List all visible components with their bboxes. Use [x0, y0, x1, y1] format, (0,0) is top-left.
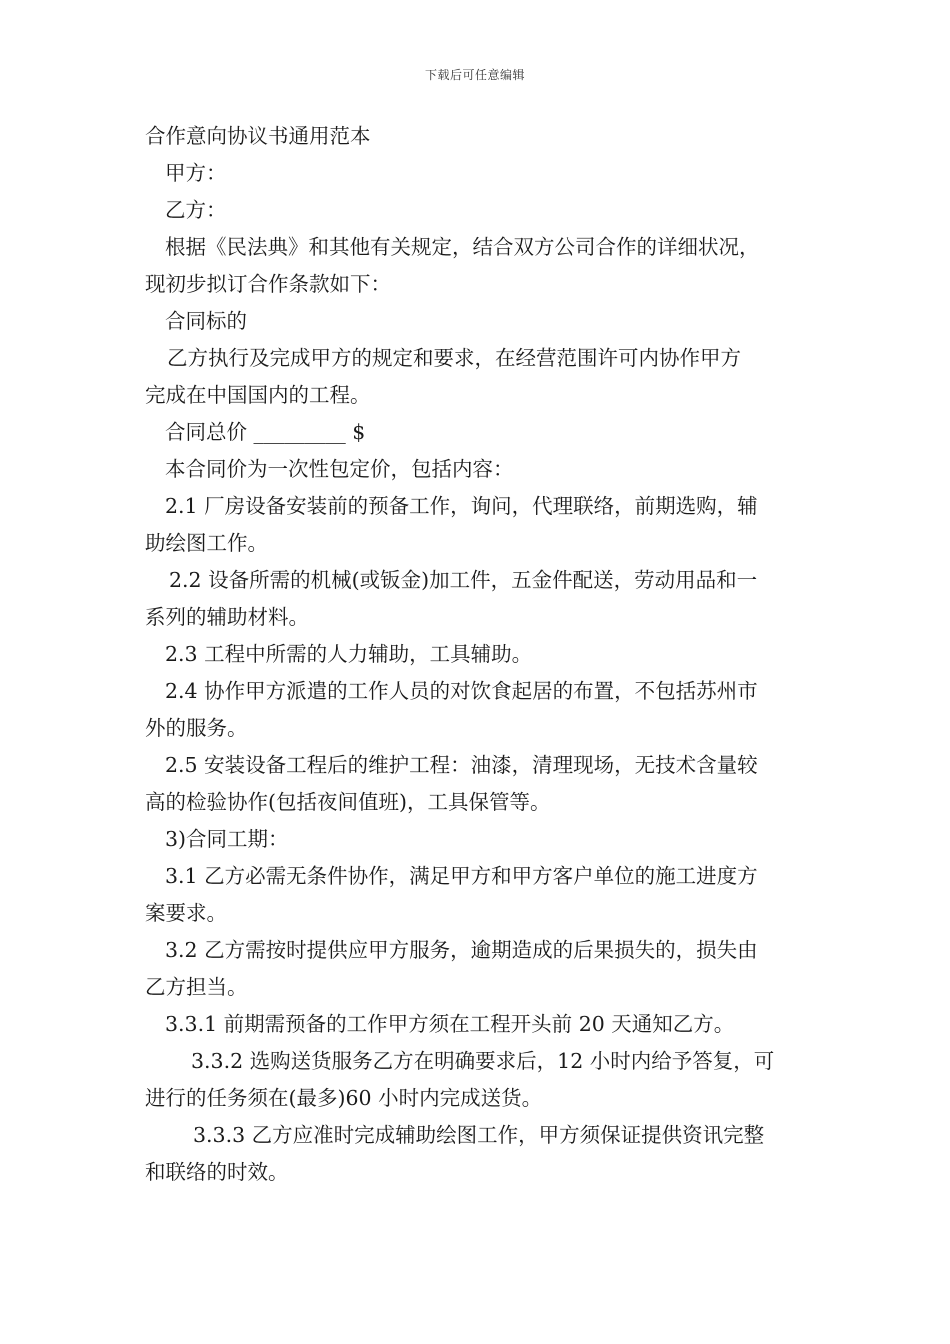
- document-body: [145, 118, 810, 1191]
- clause-line: 2.5 安装设备工程后的维护工程：油漆，清理现场，无技术含量较: [165, 753, 758, 777]
- paragraph-line: 根据《民法典》和其他有关规定，结合双方公司合作的详细状况，: [165, 235, 760, 259]
- clause-line: 2.1 厂房设备安装前的预备工作，询问，代理联络，前期选购，辅: [165, 494, 758, 518]
- section-heading: 3)合同工期：: [165, 827, 289, 851]
- paragraph-line: 本合同价为一次性包定价，包括内容：: [165, 457, 514, 481]
- clause-line: 2.2 设备所需的机械(或钣金)加工件，五金件配送，劳动用品和一: [169, 568, 758, 592]
- section-heading: 合同总价 _________ $: [165, 420, 366, 444]
- clause-line: 高的检验协作(包括夜间值班)，工具保管等。: [145, 790, 551, 814]
- section-heading: 合同标的: [165, 309, 247, 333]
- clause-line: 助绘图工作。: [145, 531, 268, 555]
- party-b-line: 乙方：: [165, 198, 227, 222]
- clause-line: 3.3.3 乙方应准时完成辅助绘图工作，甲方须保证提供资讯完整: [193, 1123, 765, 1147]
- clause-line: 系列的辅助材料。: [145, 605, 309, 629]
- clause-line: 3.2 乙方需按时提供应甲方服务，逾期造成的后果损失的，损失由: [165, 938, 758, 962]
- paragraph-line: 乙方执行及完成甲方的规定和要求，在经营范围许可内协作甲方: [167, 346, 741, 370]
- clause-line: 2.4 协作甲方派遣的工作人员的对饮食起居的布置，不包括苏州市: [165, 679, 758, 703]
- clause-line: 2.3 工程中所需的人力辅助，工具辅助。: [165, 642, 533, 666]
- paragraph-line: 现初步拟订合作条款如下：: [145, 272, 391, 296]
- clause-line: 3.3.1 前期需预备的工作甲方须在工程开头前 20 天通知乙方。: [165, 1012, 735, 1036]
- clause-line: 进行的任务须在(最多)60 小时内完成送货。: [145, 1086, 543, 1110]
- party-a-line: 甲方：: [165, 161, 227, 185]
- paragraph-line: 完成在中国国内的工程。: [145, 383, 371, 407]
- clause-line: 外的服务。: [145, 716, 248, 740]
- document-title: 合作意向协议书通用范本: [145, 124, 371, 148]
- page-header-caption: 下载后可任意编辑: [424, 68, 525, 82]
- clause-line: 3.3.2 选购送货服务乙方在明确要求后，12 小时内给予答复，可: [191, 1049, 775, 1073]
- clause-line: 和联络的时效。: [145, 1160, 289, 1184]
- clause-line: 3.1 乙方必需无条件协作，满足甲方和甲方客户单位的施工进度方: [165, 864, 758, 888]
- clause-line: 案要求。: [145, 901, 227, 925]
- clause-line: 乙方担当。: [145, 975, 248, 999]
